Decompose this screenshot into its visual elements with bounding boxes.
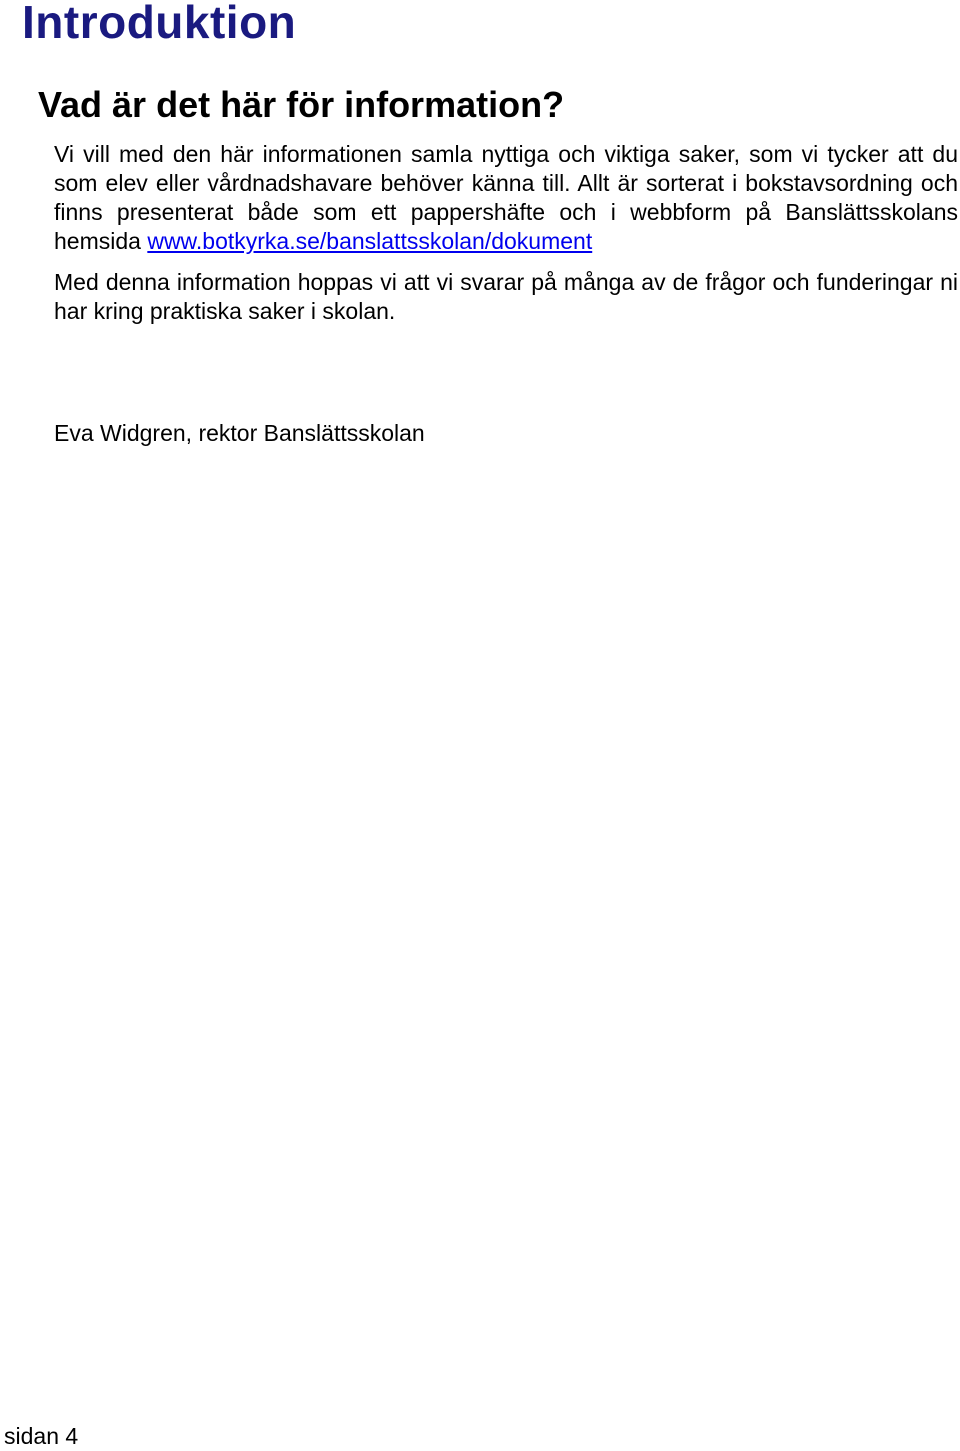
page-title: Introduktion — [22, 0, 297, 48]
section-heading: Vad är det här för information? — [38, 84, 565, 125]
page-number: sidan 4 — [4, 1423, 79, 1449]
school-documents-link[interactable]: www.botkyrka.se/banslattsskolan/dokument — [147, 228, 593, 254]
intro-paragraph-text: Vi vill med den här informationen samla nyttiga och viktiga saker, som vi tycker att du som elev eller vårdnadshavare behöver känna till. Allt är sorterat i bokstavsordning och finns presenterat både som ett pappershäfte och i webbform på Banslättsskolans hemsida — [54, 141, 958, 254]
purpose-paragraph: Med denna information hoppas vi att vi svarar på många av de frågor och funderingar ni har kring praktiska saker i skolan. — [54, 269, 958, 324]
intro-paragraph — [54, 140, 958, 256]
signature: Eva Widgren, rektor Banslättsskolan — [54, 420, 425, 446]
